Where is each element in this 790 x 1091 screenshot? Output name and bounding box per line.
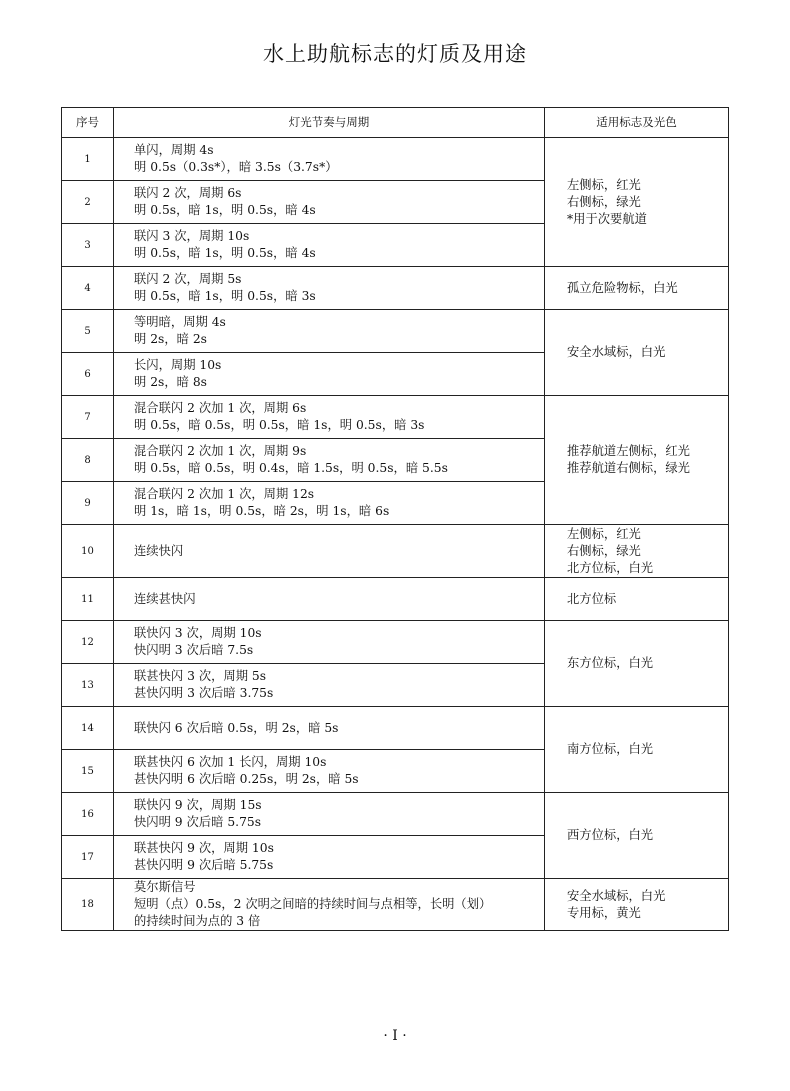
table-row [62,707,729,750]
rhythm-line: 混合联闪 2 次加 1 次，周期 12s [134,487,315,501]
row-mark [545,310,729,396]
row-number: 11 [62,578,114,621]
row-number: 14 [62,707,114,750]
rhythm-line: 联快闪 9 次，周期 15s [134,798,262,812]
row-number: 10 [62,525,114,578]
mark-line: 安全水域标，白光 [567,345,666,359]
mark-line: 推荐航道右侧标，绿光 [567,461,690,475]
rhythm-line: 单闪，周期 4s [134,143,214,157]
rhythm-line: 的持续时间为点的 3 倍 [134,914,261,928]
rhythm-line: 明 0.5s，暗 1s，明 0.5s，暗 3s [134,289,316,303]
row-mark [545,396,729,525]
mark-line: 东方位标，白光 [567,656,654,670]
row-rhythm [114,836,545,879]
rhythm-line: 联甚快闪 3 次，周期 5s [134,669,267,683]
row-rhythm [114,621,545,664]
row-number: 5 [62,310,114,353]
rhythm-line: 联闪 2 次，周期 5s [134,272,242,286]
table-row [62,578,729,621]
rhythm-line: 甚快闪明 3 次后暗 3.75s [134,686,274,700]
row-rhythm [114,578,545,621]
table-row [62,525,729,578]
row-rhythm [114,267,545,310]
rhythm-line: 莫尔斯信号 [134,880,196,894]
row-rhythm [114,224,545,267]
row-mark [545,707,729,793]
rhythm-line: 联快闪 3 次，周期 10s [134,626,262,640]
mark-line: 专用标，黄光 [567,905,641,920]
table-header-row [62,108,729,138]
mark-line: *用于次要航道 [567,211,647,226]
row-rhythm [114,396,545,439]
row-rhythm [114,793,545,836]
row-number: 9 [62,482,114,525]
rhythm-line: 甚快闪明 6 次后暗 0.25s，明 2s，暗 5s [134,772,359,786]
row-rhythm [114,750,545,793]
row-rhythm [114,439,545,482]
rhythm-line: 混合联闪 2 次加 1 次，周期 6s [134,401,307,415]
rhythm-line: 联闪 3 次，周期 10s [134,229,250,243]
table-row [62,310,729,353]
row-number: 13 [62,664,114,707]
rhythm-line: 短明（点）0.5s，2 次明之间暗的持续时间与点相等，长明（划） [134,897,492,911]
table-row [62,396,729,439]
row-number: 2 [62,181,114,224]
rhythm-line: 明 2s，暗 2s [134,332,207,346]
row-number: 12 [62,621,114,664]
rhythm-line: 快闪明 3 次后暗 7.5s [134,643,254,657]
rhythm-line: 长闪，周期 10s [134,358,222,372]
mark-line: 南方位标，白光 [567,742,654,756]
table-row [62,879,729,931]
rhythm-line: 甚快闪明 9 次后暗 5.75s [134,858,274,872]
row-number: 8 [62,439,114,482]
rhythm-line: 联快闪 6 次后暗 0.5s，明 2s，暗 5s [134,720,339,735]
row-number: 7 [62,396,114,439]
row-mark [545,578,729,621]
row-number: 6 [62,353,114,396]
rhythm-line: 联闪 2 次，周期 6s [134,186,242,200]
row-mark [545,267,729,310]
page-number: · I · [383,1028,407,1044]
page-title: 水上助航标志的灯质及用途 [263,42,527,66]
rhythm-line: 明 1s，暗 1s，明 0.5s，暗 2s，明 1s，暗 6s [134,504,390,518]
rhythm-line: 明 0.5s，暗 1s，明 0.5s，暗 4s [134,246,316,260]
mark-line: 左侧标，红光 [567,177,641,192]
mark-line: 右侧标，绿光 [567,543,641,558]
row-rhythm [114,707,545,750]
row-number: 4 [62,267,114,310]
header-rhythm: 灯光节奏与周期 [114,108,545,138]
mark-line: 左侧标，红光 [567,526,641,541]
row-number: 16 [62,793,114,836]
row-rhythm [114,310,545,353]
mark-line: 北方位标 [567,591,617,606]
rhythm-line: 快闪明 9 次后暗 5.75s [134,815,262,829]
table-row [62,621,729,664]
rhythm-line: 明 0.5s，暗 0.5s，明 0.4s，暗 1.5s，明 0.5s，暗 5.5s [134,461,448,475]
row-number: 18 [62,879,114,931]
row-mark [545,525,729,578]
mark-line: 西方位标，白光 [567,828,654,842]
mark-line: 孤立危险物标，白光 [567,280,678,295]
rhythm-line: 联甚快闪 9 次，周期 10s [134,841,274,855]
row-rhythm [114,664,545,707]
mark-line: 推荐航道左侧标，红光 [567,444,690,458]
row-number: 17 [62,836,114,879]
header-mark: 适用标志及光色 [545,108,729,138]
rhythm-line: 连续快闪 [134,543,184,558]
row-rhythm [114,353,545,396]
row-rhythm [114,181,545,224]
mark-line: 安全水域标，白光 [567,888,666,903]
row-mark [545,138,729,267]
rhythm-line: 混合联闪 2 次加 1 次，周期 9s [134,444,307,458]
table-row [62,267,729,310]
rhythm-line: 明 0.5s，暗 0.5s，明 0.5s，暗 1s，明 0.5s，暗 3s [134,418,425,432]
light-characteristics-table [61,107,729,931]
row-mark [545,793,729,879]
row-rhythm [114,138,545,181]
mark-line: 北方位标，白光 [567,560,654,575]
mark-line: 右侧标，绿光 [567,194,641,209]
rhythm-line: 等明暗，周期 4s [134,315,226,329]
rhythm-line: 明 2s，暗 8s [134,375,207,389]
row-number: 1 [62,138,114,181]
rhythm-line: 明 0.5s（0.3s*），暗 3.5s（3.7s*） [134,160,338,174]
table-row [62,138,729,181]
row-rhythm [114,525,545,578]
row-mark [545,621,729,707]
row-rhythm [114,482,545,525]
row-number: 15 [62,750,114,793]
row-number: 3 [62,224,114,267]
rhythm-line: 明 0.5s，暗 1s，明 0.5s，暗 4s [134,203,316,217]
rhythm-line: 连续甚快闪 [134,591,196,606]
row-rhythm [114,879,545,931]
rhythm-line: 联甚快闪 6 次加 1 长闪，周期 10s [134,755,327,769]
table-row [62,793,729,836]
row-mark [545,879,729,931]
header-number: 序号 [62,108,114,138]
